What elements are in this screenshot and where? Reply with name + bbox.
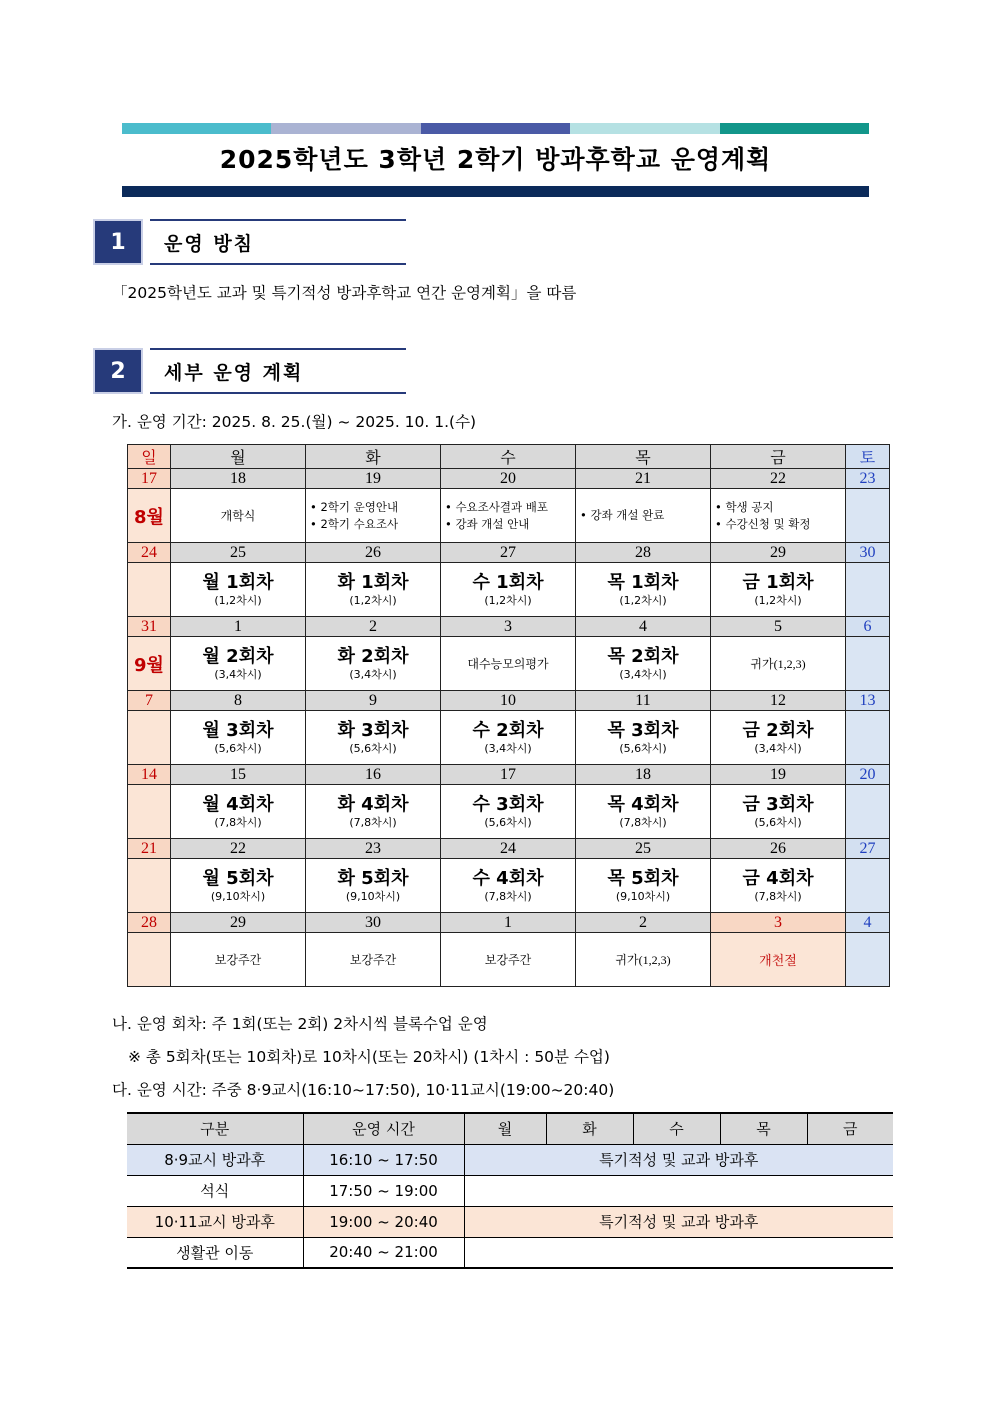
calendar-date: 22 (711, 469, 846, 489)
calendar-date: 16 (306, 765, 441, 785)
calendar-date: 29 (711, 543, 846, 563)
session-cell (306, 637, 441, 691)
session-cell (441, 711, 576, 765)
calendar-date: 13 (846, 691, 890, 711)
calendar-date: 18 (576, 765, 711, 785)
session-cell (576, 785, 711, 839)
schedule-table (127, 1112, 893, 1269)
calendar-content-row (128, 859, 890, 913)
session-cell (171, 637, 306, 691)
session-cell (171, 711, 306, 765)
session-periods: (7,8차시) (349, 815, 397, 829)
calendar-date-row (128, 469, 890, 489)
session-title: 월 3회차 (202, 719, 274, 741)
event-cell (306, 489, 441, 543)
calendar-date: 7 (128, 691, 171, 711)
color-segment-1 (122, 123, 271, 134)
calendar-date: 26 (711, 839, 846, 859)
session-cell (576, 637, 711, 691)
calendar-date-row (128, 765, 890, 785)
weekday-wed: 수 (441, 445, 576, 469)
calendar-date: 28 (576, 543, 711, 563)
calendar-month-cell (128, 563, 171, 617)
note-cell: 대수능모의평가 (441, 637, 576, 691)
session-periods: (7,8차시) (754, 889, 802, 903)
session-periods: (1,2차시) (619, 593, 667, 607)
session-title: 월 4회차 (202, 793, 274, 815)
session-title: 월 2회차 (202, 645, 274, 667)
calendar-date-row (128, 543, 890, 563)
color-segment-3 (421, 123, 570, 134)
session-title: 화 1회차 (337, 571, 409, 593)
note-cell: 보강주간 (171, 933, 306, 987)
calendar-date: 25 (171, 543, 306, 563)
month-label: 8월 (134, 506, 164, 528)
calendar-date-row (128, 617, 890, 637)
calendar-date: 21 (128, 839, 171, 859)
event-item: • 2학기 운영안내 (310, 499, 399, 514)
calendar-date: 24 (441, 839, 576, 859)
session-periods: (7,8차시) (619, 815, 667, 829)
session-periods: (3,4차시) (484, 741, 532, 755)
calendar-table (127, 444, 890, 987)
calendar-content-row (128, 785, 890, 839)
session-periods: (5,6차시) (484, 815, 532, 829)
session-title: 금 2회차 (742, 719, 814, 741)
calendar-date: 8 (171, 691, 306, 711)
operation-time: 다. 운영 시간: 주중 8·9교시(16:10~17:50), 10·11교시(19:00~20:40) (112, 1081, 615, 1099)
calendar-content-row (128, 637, 890, 691)
session-periods: (5,6차시) (619, 741, 667, 755)
event-item: • 수요조사결과 배포 (445, 499, 548, 514)
schedule-header: 목 (720, 1113, 807, 1144)
session-periods: (9,10차시) (615, 889, 671, 903)
calendar-date: 20 (441, 469, 576, 489)
calendar-date: 4 (846, 913, 890, 933)
schedule-label: 8·9교시 방과후 (127, 1144, 303, 1175)
session-periods: (1,2차시) (484, 593, 532, 607)
calendar-sat-cell (846, 637, 890, 691)
session-title: 수 2회차 (472, 719, 544, 741)
calendar-date: 2 (576, 913, 711, 933)
session-periods: (5,6차시) (349, 741, 397, 755)
calendar-date-row (128, 913, 890, 933)
decorative-color-bar (122, 123, 869, 134)
sessions-note: ※ 총 5회차(또는 10회차)로 10차시(또는 20차시) (1차시 : 50분 수업) (128, 1048, 610, 1066)
calendar-date: 1 (441, 913, 576, 933)
session-title: 금 4회차 (742, 867, 814, 889)
section-1-number: 1 (93, 219, 143, 265)
calendar-date: 30 (846, 543, 890, 563)
session-title: 화 2회차 (337, 645, 409, 667)
session-cell (306, 711, 441, 765)
note-cell: 보강주간 (306, 933, 441, 987)
session-cell (576, 711, 711, 765)
schedule-content: 특기적성 및 교과 방과후 (464, 1144, 893, 1175)
month-label: 9월 (134, 654, 164, 676)
calendar-date: 21 (576, 469, 711, 489)
calendar-month-cell (128, 711, 171, 765)
session-title: 목 5회차 (607, 867, 679, 889)
schedule-time: 19:00 ~ 20:40 (303, 1206, 464, 1237)
session-title: 화 4회차 (337, 793, 409, 815)
schedule-content: 특기적성 및 교과 방과후 (464, 1206, 893, 1237)
weekday-mon: 월 (171, 445, 306, 469)
session-cell (711, 563, 846, 617)
schedule-time: 17:50 ~ 19:00 (303, 1175, 464, 1206)
session-title: 수 3회차 (472, 793, 544, 815)
document-title: 2025학년도 3학년 2학기 방과후학교 운영계획 (219, 145, 772, 174)
schedule-header-row (127, 1113, 893, 1144)
note-cell: 귀가(1,2,3) (576, 933, 711, 987)
event-item: • 수강신청 및 확정 (715, 516, 811, 531)
calendar-date: 23 (306, 839, 441, 859)
calendar-sat-cell (846, 785, 890, 839)
session-title: 화 5회차 (337, 867, 409, 889)
note-cell: 개학식 (171, 489, 306, 543)
section-2-number: 2 (93, 348, 143, 394)
schedule-header: 월 (464, 1113, 546, 1144)
calendar-sat-cell (846, 563, 890, 617)
session-cell (576, 859, 711, 913)
schedule-header: 운영 시간 (303, 1113, 464, 1144)
schedule-content (464, 1237, 893, 1268)
calendar-date: 19 (306, 469, 441, 489)
calendar-date: 24 (128, 543, 171, 563)
schedule-label: 석식 (127, 1175, 303, 1206)
calendar-date: 10 (441, 691, 576, 711)
session-cell (711, 785, 846, 839)
calendar-weekday-row (128, 445, 890, 469)
calendar-month-cell (128, 489, 171, 543)
section-1-text: 「2025학년도 교과 및 특기적성 방과후학교 연간 운영계획」을 따름 (112, 284, 577, 302)
color-segment-5 (720, 123, 869, 134)
session-cell (171, 563, 306, 617)
calendar-date: 28 (128, 913, 171, 933)
operation-period: 가. 운영 기간: 2025. 8. 25.(월) ~ 2025. 10. 1.(수) (112, 413, 477, 431)
calendar-date: 18 (171, 469, 306, 489)
calendar-date: 14 (128, 765, 171, 785)
session-title: 월 5회차 (202, 867, 274, 889)
schedule-header: 금 (807, 1113, 893, 1144)
calendar-date: 4 (576, 617, 711, 637)
calendar-month-cell (128, 859, 171, 913)
session-title: 목 1회차 (607, 571, 679, 593)
calendar-month-cell (128, 785, 171, 839)
session-cell (171, 859, 306, 913)
calendar-date: 11 (576, 691, 711, 711)
session-title: 목 3회차 (607, 719, 679, 741)
session-periods: (3,4차시) (349, 667, 397, 681)
calendar-date: 1 (171, 617, 306, 637)
calendar-date: 5 (711, 617, 846, 637)
event-item: • 2학기 수요조사 (310, 516, 399, 531)
schedule-header: 구분 (127, 1113, 303, 1144)
schedule-row (127, 1206, 893, 1237)
calendar-content-row (128, 933, 890, 987)
session-title: 화 3회차 (337, 719, 409, 741)
calendar-sat-cell (846, 859, 890, 913)
section-2-heading: 세부 운영 계획 (150, 348, 406, 394)
session-periods: (1,2차시) (214, 593, 262, 607)
session-periods: (5,6차시) (214, 741, 262, 755)
calendar-month-cell (128, 637, 171, 691)
color-segment-2 (271, 123, 420, 134)
session-title: 목 2회차 (607, 645, 679, 667)
calendar-content-row (128, 489, 890, 543)
session-title: 금 3회차 (742, 793, 814, 815)
calendar-date: 3 (441, 617, 576, 637)
calendar-content-row (128, 711, 890, 765)
color-segment-4 (570, 123, 719, 134)
calendar-sat-cell (846, 489, 890, 543)
calendar-content-row (128, 563, 890, 617)
session-cell (171, 785, 306, 839)
weekday-fri: 금 (711, 445, 846, 469)
calendar-date: 30 (306, 913, 441, 933)
event-item: • 학생 공지 (715, 499, 774, 514)
session-periods: (1,2차시) (754, 593, 802, 607)
calendar-sat-cell (846, 933, 890, 987)
session-cell (576, 563, 711, 617)
calendar-sat-cell (846, 711, 890, 765)
event-item: • 강좌 개설 완료 (580, 508, 665, 522)
session-periods: (7,8차시) (484, 889, 532, 903)
session-title: 월 1회차 (202, 571, 274, 593)
schedule-content (464, 1175, 893, 1206)
calendar-date: 17 (128, 469, 171, 489)
schedule-header: 수 (633, 1113, 720, 1144)
calendar-date: 17 (441, 765, 576, 785)
event-cell (576, 489, 711, 543)
note-cell: 보강주간 (441, 933, 576, 987)
schedule-header: 화 (546, 1113, 633, 1144)
schedule-row (127, 1175, 893, 1206)
schedule-time: 16:10 ~ 17:50 (303, 1144, 464, 1175)
session-title: 금 1회차 (742, 571, 814, 593)
operation-sessions: 나. 운영 회차: 주 1회(또는 2회) 2차시씩 블록수업 운영 (112, 1015, 488, 1033)
calendar-date: 27 (846, 839, 890, 859)
session-cell (441, 859, 576, 913)
schedule-row (127, 1237, 893, 1268)
calendar-date: 23 (846, 469, 890, 489)
schedule-row (127, 1144, 893, 1175)
session-periods: (7,8차시) (214, 815, 262, 829)
weekday-sat: 토 (846, 445, 890, 469)
calendar-month-cell (128, 933, 171, 987)
session-periods: (5,6차시) (754, 815, 802, 829)
session-cell (711, 711, 846, 765)
schedule-time: 20:40 ~ 21:00 (303, 1237, 464, 1268)
calendar-date: 31 (128, 617, 171, 637)
session-cell (306, 859, 441, 913)
calendar-date-row (128, 691, 890, 711)
session-cell (306, 785, 441, 839)
session-cell (711, 859, 846, 913)
session-cell (306, 563, 441, 617)
weekday-tue: 화 (306, 445, 441, 469)
calendar-date: 15 (171, 765, 306, 785)
title-underline (122, 186, 869, 197)
session-cell (441, 785, 576, 839)
calendar-date: 12 (711, 691, 846, 711)
calendar-date: 20 (846, 765, 890, 785)
session-periods: (1,2차시) (349, 593, 397, 607)
calendar-date: 6 (846, 617, 890, 637)
holiday-cell: 개천절 (711, 933, 846, 987)
calendar-date: 3 (711, 913, 846, 933)
session-periods: (3,4차시) (619, 667, 667, 681)
calendar-date: 29 (171, 913, 306, 933)
calendar-date: 2 (306, 617, 441, 637)
calendar-date: 19 (711, 765, 846, 785)
event-cell (711, 489, 846, 543)
calendar-date: 9 (306, 691, 441, 711)
weekday-thu: 목 (576, 445, 711, 469)
calendar-date: 27 (441, 543, 576, 563)
calendar-date: 22 (171, 839, 306, 859)
weekday-sun: 일 (128, 445, 171, 469)
event-cell (441, 489, 576, 543)
note-cell: 귀가(1,2,3) (711, 637, 846, 691)
session-title: 목 4회차 (607, 793, 679, 815)
session-cell (441, 563, 576, 617)
calendar-date: 26 (306, 543, 441, 563)
section-1-heading: 운영 방침 (150, 219, 406, 265)
session-periods: (9,10차시) (345, 889, 401, 903)
session-periods: (9,10차시) (210, 889, 266, 903)
session-periods: (3,4차시) (214, 667, 262, 681)
schedule-label: 생활관 이동 (127, 1237, 303, 1268)
calendar-date-row (128, 839, 890, 859)
calendar-date: 25 (576, 839, 711, 859)
session-title: 수 1회차 (472, 571, 544, 593)
event-item: • 강좌 개설 안내 (445, 516, 530, 531)
schedule-label: 10·11교시 방과후 (127, 1206, 303, 1237)
session-title: 수 4회차 (472, 867, 544, 889)
session-periods: (3,4차시) (754, 741, 802, 755)
